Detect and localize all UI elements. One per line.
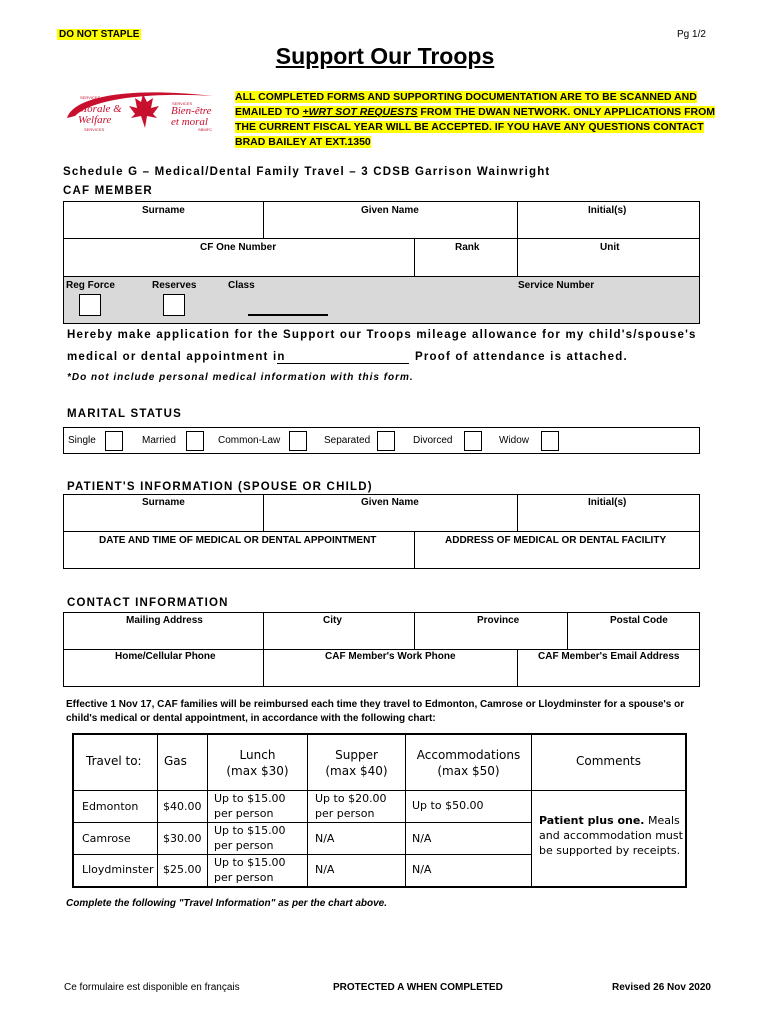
chart-row-city: Edmonton: [82, 800, 139, 813]
marital-common-law: Common-Law: [218, 435, 281, 446]
divorced-checkbox[interactable]: [464, 431, 482, 451]
class-field-line[interactable]: [248, 314, 328, 316]
marital-widow: Widow: [499, 435, 530, 446]
mailing-address-label: Mailing Address: [126, 615, 203, 626]
chart-row-city: Lloydminster: [82, 863, 154, 876]
chart-row-accommodations: N/A: [412, 863, 432, 876]
unit-label: Unit: [600, 242, 620, 253]
patient-given-name-label: Given Name: [361, 497, 419, 508]
application-line-2a: medical or dental appointment in: [67, 351, 286, 363]
submission-notice: ALL COMPLETED FORMS AND SUPPORTING DOCUMENTATION ARE TO BE SCANNED AND EMAILED TO +WRT SOT REQUESTS FROM THE DWAN NETWORK. ONLY APPLICATIONS FROM THE CURRENT FISCAL YEAR WILL BE ACCEPTED. IF YOU HAVE ANY QUESTIONS CONTACT BRAD BAILEY AT EXT.1350: [235, 91, 716, 148]
cf-one-number-label: CF One Number: [200, 242, 277, 253]
logo-text-en: Morale & Welfare: [78, 103, 122, 126]
chart-header-gas: Gas: [164, 754, 187, 768]
work-phone-label: CAF Member's Work Phone: [325, 651, 456, 662]
caf-given-name-label: Given Name: [361, 205, 419, 216]
caf-initials-label: Initial(s): [588, 205, 627, 216]
application-line-2b: Proof of attendance is attached.: [415, 351, 628, 363]
rank-label: Rank: [455, 242, 480, 253]
home-phone-label: Home/Cellular Phone: [115, 651, 216, 662]
chart-row-accommodations: Up to $50.00: [412, 799, 484, 812]
logo-services-en: SERVICES: [80, 95, 101, 100]
marital-status-heading: MARITAL STATUS: [67, 408, 182, 420]
patient-info-heading: PATIENT'S INFORMATION (SPOUSE OR CHILD): [67, 481, 373, 493]
logo-text-fr: Bien-être et moral: [171, 105, 212, 128]
chart-header-comments: Comments: [575, 754, 642, 768]
patient-surname-label: Surname: [142, 497, 185, 508]
reimbursement-chart: [72, 733, 687, 888]
marital-single: Single: [68, 435, 96, 446]
chart-row-gas: $40.00: [163, 800, 202, 813]
privacy-note: *Do not include personal medical information with this form.: [67, 372, 414, 383]
logo-footer-en: SERVICES: [84, 127, 105, 132]
french-availability: Ce formulaire est disponible en français: [64, 982, 240, 993]
page-number: Pg 1/2: [677, 29, 706, 40]
chart-comments: Patient plus one. Meals and accommodation must be supported by receipts.: [539, 814, 683, 857]
service-number-label: Service Number: [518, 280, 595, 291]
do-not-staple: DO NOT STAPLE: [59, 29, 140, 40]
caf-member-heading: CAF MEMBER: [63, 185, 153, 197]
facility-address-label: ADDRESS OF MEDICAL OR DENTAL FACILITY: [445, 535, 667, 546]
married-checkbox[interactable]: [186, 431, 204, 451]
logo-footer-fr: SBMFC: [198, 127, 212, 132]
chart-row-accommodations: N/A: [412, 832, 432, 845]
chart-row-supper: Up to $20.00 per person: [315, 792, 387, 820]
chart-header-travel: Travel to:: [86, 754, 142, 768]
chart-row-gas: $30.00: [163, 832, 202, 845]
chart-row-lunch: Up to $15.00 per person: [214, 856, 286, 884]
widow-checkbox[interactable]: [541, 431, 559, 451]
common-law-checkbox[interactable]: [289, 431, 307, 451]
reserves-checkbox[interactable]: [163, 294, 185, 316]
appointment-location-field[interactable]: [277, 363, 409, 364]
protected-label: PROTECTED A WHEN COMPLETED: [333, 982, 503, 993]
class-label: Class: [228, 280, 255, 291]
revision-date: Revised 26 Nov 2020: [612, 982, 711, 993]
marital-married: Married: [142, 435, 176, 446]
logo-services-fr: SERVICES: [172, 101, 193, 106]
reg-force-checkbox[interactable]: [79, 294, 101, 316]
email-label: CAF Member's Email Address: [538, 651, 680, 662]
chart-row-city: Camrose: [82, 832, 131, 845]
chart-row-supper: N/A: [315, 832, 335, 845]
reg-force-label: Reg Force: [66, 280, 115, 291]
page-title: Support Our Troops: [275, 43, 495, 69]
province-label: Province: [477, 615, 520, 626]
chart-row-supper: N/A: [315, 863, 335, 876]
chart-row-lunch: Up to $15.00 per person: [214, 824, 286, 852]
effective-note: Effective 1 Nov 17, CAF families will be reimbursed each time they travel to Edmonton, Camrose or Lloydminster for a spouse's or child's medical or dental appointment, in accordance with the following chart:: [66, 699, 685, 724]
separated-checkbox[interactable]: [377, 431, 395, 451]
schedule-title: Schedule G – Medical/Dental Family Travel – 3 CDSB Garrison Wainwright: [63, 166, 551, 178]
chart-header-accommodations: Accommodations (max $50): [416, 748, 521, 778]
chart-row-gas: $25.00: [163, 863, 202, 876]
marital-separated: Separated: [324, 435, 371, 446]
postal-code-label: Postal Code: [610, 615, 668, 626]
appointment-datetime-label: DATE AND TIME OF MEDICAL OR DENTAL APPOINTMENT: [99, 535, 377, 546]
chart-header-lunch: Lunch (max $30): [226, 748, 289, 778]
contact-info-heading: CONTACT INFORMATION: [67, 597, 229, 609]
patient-initials-label: Initial(s): [588, 497, 627, 508]
marital-divorced: Divorced: [413, 435, 453, 446]
complete-travel-note: Complete the following "Travel Information" as per the chart above.: [66, 898, 388, 909]
single-checkbox[interactable]: [105, 431, 123, 451]
reserves-label: Reserves: [152, 280, 197, 291]
caf-surname-label: Surname: [142, 205, 185, 216]
city-label: City: [323, 615, 342, 626]
chart-header-supper: Supper (max $40): [325, 748, 388, 778]
chart-row-lunch: Up to $15.00 per person: [214, 792, 286, 820]
application-line-1: Hereby make application for the Support our Troops mileage allowance for my child's/spouse's: [67, 329, 697, 341]
